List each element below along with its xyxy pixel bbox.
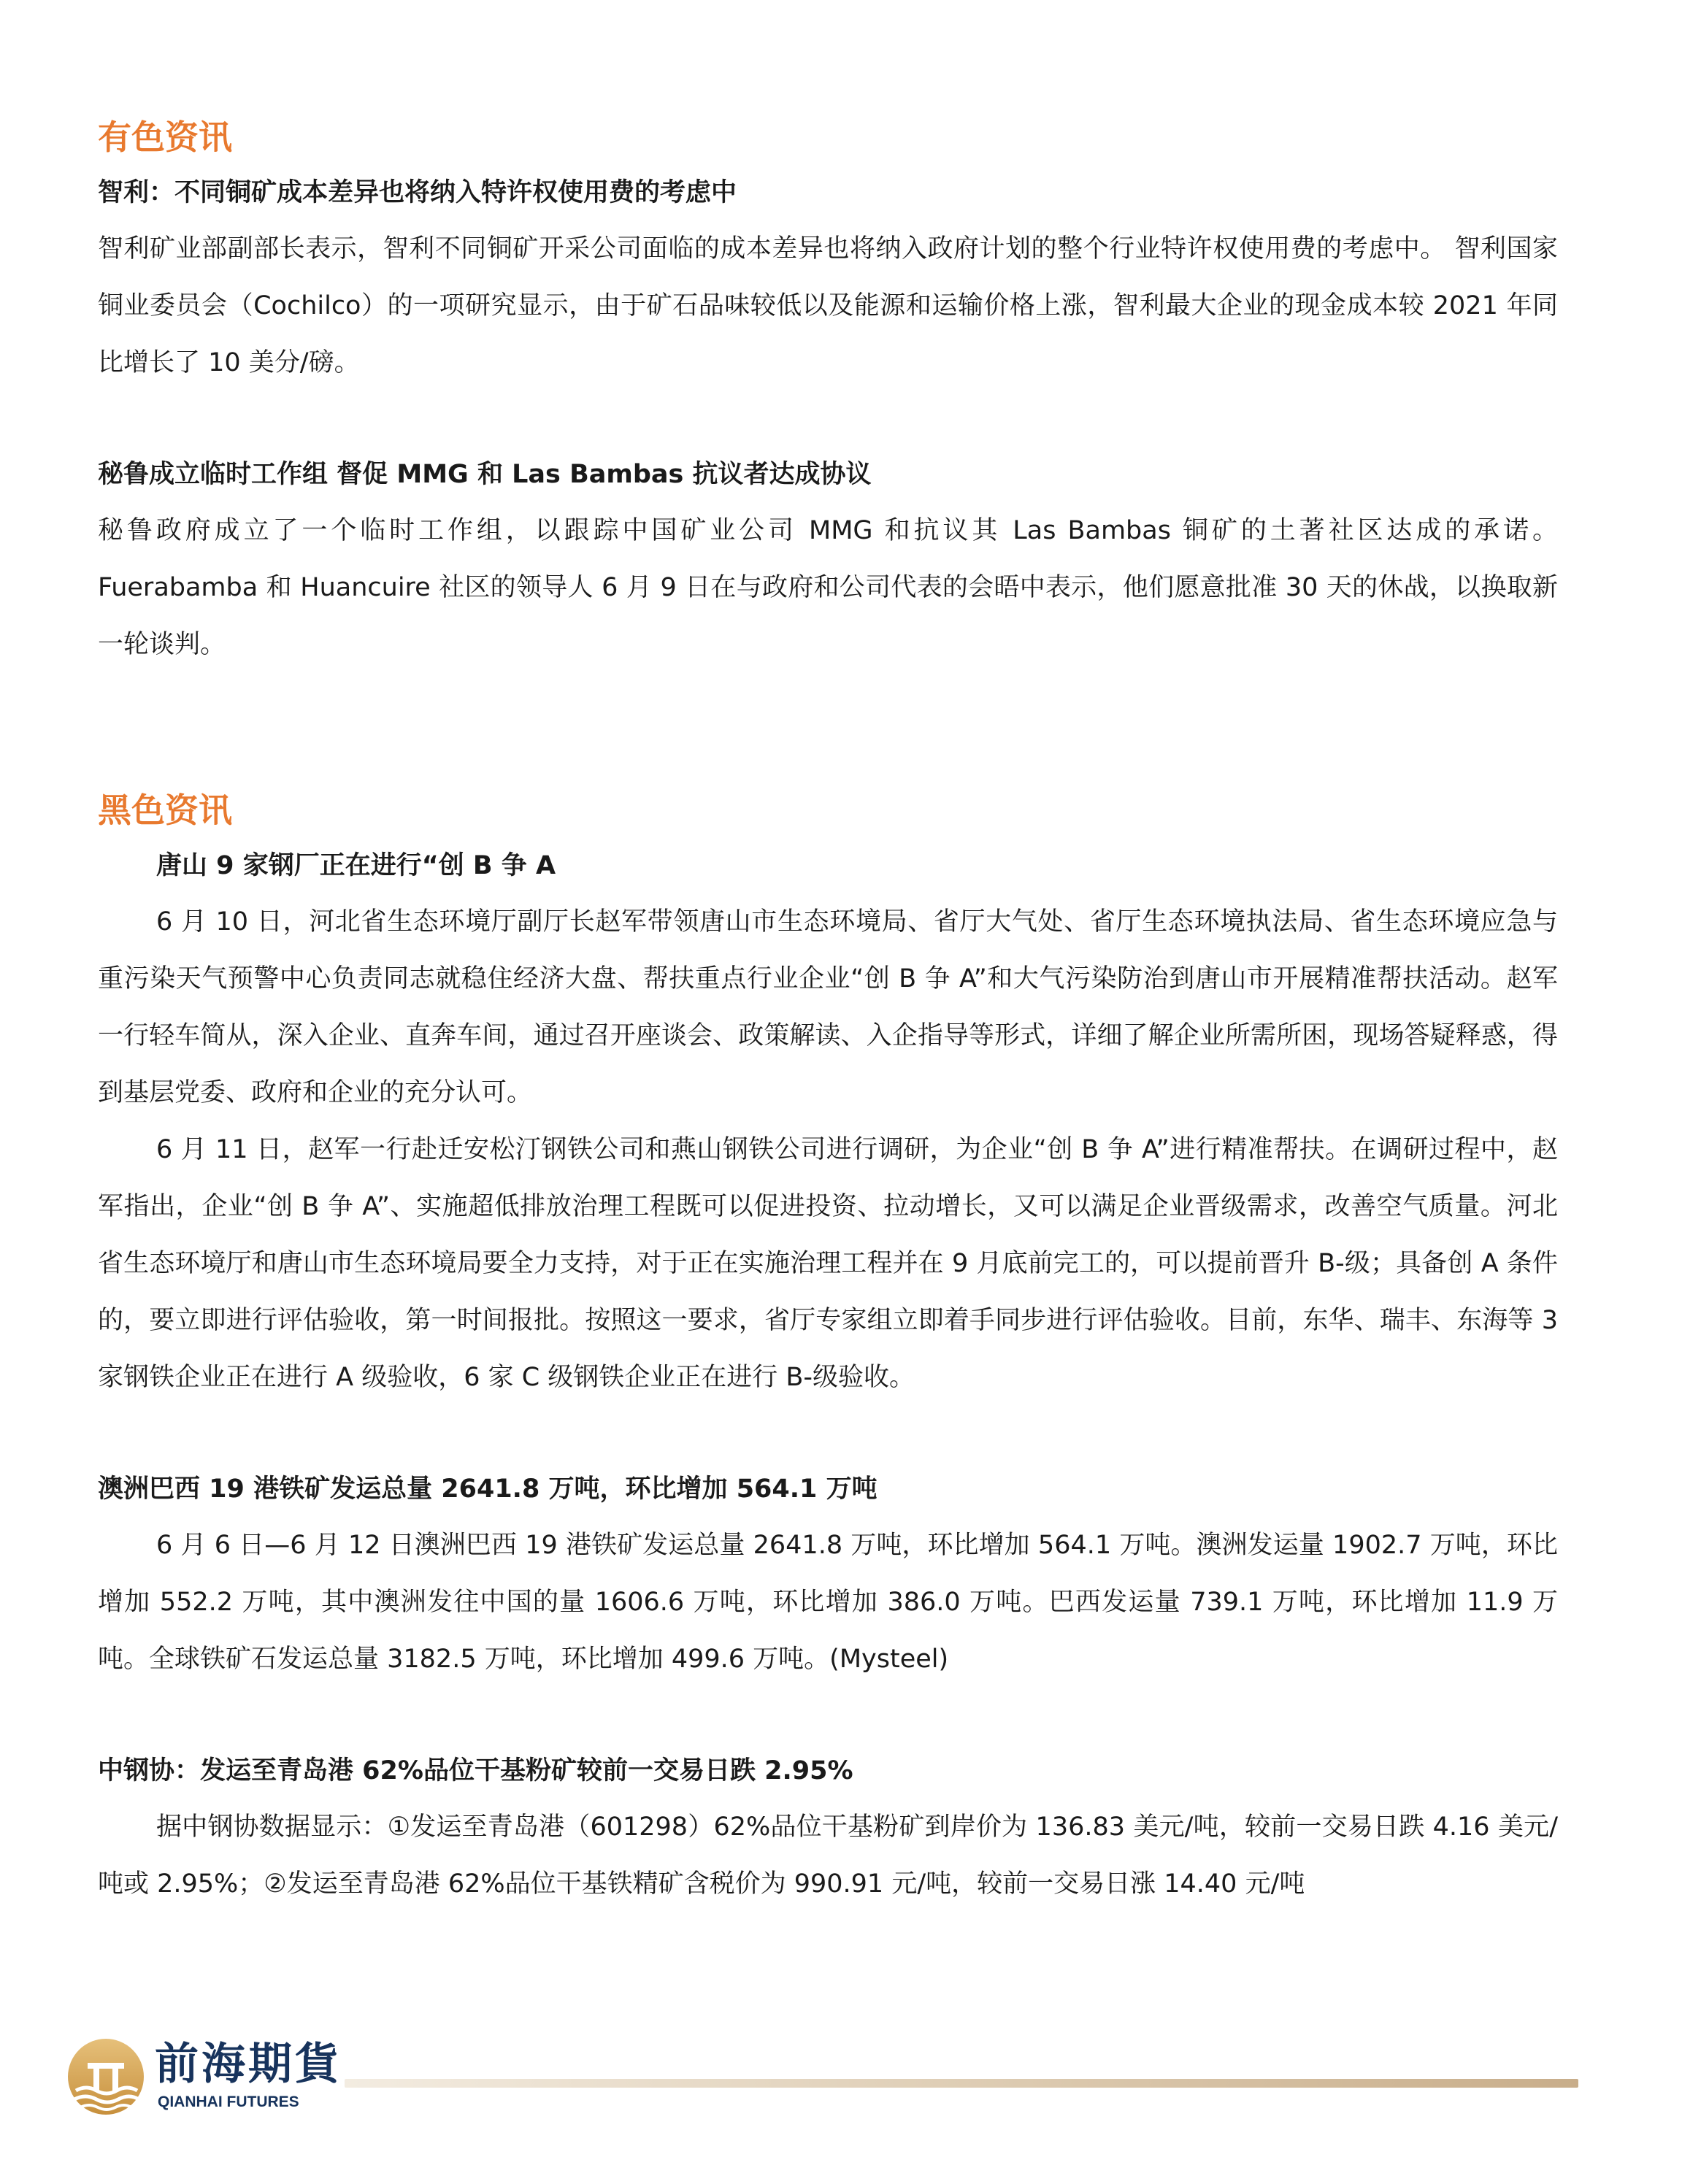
article-body-cisa: 据中钢协数据显示：①发运至青岛港（601298）62%品位干基粉矿到岸价为 136.83 美元/吨，较前一交易日跌 4.16 美元/吨或 2.95%；②发运至青岛港 62%品位干基铁精矿含税价为 990.91 元/吨，较前一交易日涨 14.40 元/吨 bbox=[98, 1812, 1558, 1899]
logo-chinese-name: 前海期貨 bbox=[155, 2039, 342, 2090]
article-body-tangshan-1: 6 月 10 日，河北省生态环境厅副厅长赵军带领唐山市生态环境局、省厅大气处、省厅生态环境执法局、省生态环境应急与重污染天气预警中心负责同志就稳住经济大盘、帮扶重点行业企业“创 B 争 A”和大气污染防治到唐山市开展精准帮扶活动。赵军一行轻车简从，深入企业、直奔车间，通过召开座谈会、政策解读、入企指导等形式，详细了解企业所需所困，现场答疑释惑，得到基层党委、政府和企业的充分认可。 bbox=[98, 907, 1558, 1107]
footer bbox=[66, 2037, 1570, 2117]
spacer bbox=[98, 1406, 1558, 1461]
article-body-tangshan-2: 6 月 11 日，赵军一行赴迁安松汀钢铁公司和燕山钢铁公司进行调研，为企业“创 B 争 A”进行精准帮扶。在调研过程中，赵军指出，企业“创 B 争 A”、实施超低排放治理工程既可以促进投资、拉动增长，又可以满足企业晋级需求，改善空气质量。河北省生态环境厅和唐山市生态环境局要全力支持，对于正在实施治理工程并在 9 月底前完工的，可以提前晋升 B-级；具备创 A 条件的，要立即进行评估验收，第一时间报批。按照这一要求，省厅专家组立即着手同步进行评估验收。目前，东华、瑞丰、东海等 3 家钢铁企业正在进行 A 级验收，6 家 C 级钢铁企业正在进行 B-级验收。 bbox=[98, 1135, 1558, 1392]
article-title-chile: 智利：不同铜矿成本差异也将纳入特许权使用费的考虑中 bbox=[98, 178, 737, 207]
footer-divider-bar bbox=[345, 2079, 1578, 2088]
article-title-cisa: 中钢协：发运至青岛港 62%品位干基粉矿较前一交易日跌 2.95% bbox=[98, 1756, 853, 1785]
article-body-iron-ore-shipment: 6 月 6 日—6 月 12 日澳洲巴西 19 港铁矿发运总量 2641.8 万吨，环比增加 564.1 万吨。澳洲发运量 1902.7 万吨，环比增加 552.2 万吨，其中澳洲发往中国的量 1606.6 万吨，环比增加 386.0 万吨。巴西发运量 739.1 万吨，环比增加 11.9 万吨。全球铁矿石发运总量 3182.5 万吨，环比增加 499.6 万吨。(Mysteel) bbox=[98, 1531, 1558, 1674]
section-title-nonferrous: 有色资讯 bbox=[98, 118, 232, 157]
article-body-peru: 秘鲁政府成立了一个临时工作组，以跟踪中国矿业公司 MMG 和抗议其 Las Bambas 铜矿的土著社区达成的承诺。 Fuerabamba 和 Huancuire 社区的领导人 6 月 9 日在与政府和公司代表的会晤中表示，他们愿意批准 30 天的休战，以换取新一轮谈判。 bbox=[98, 516, 1558, 659]
spacer bbox=[98, 1688, 1558, 1743]
spacer bbox=[98, 673, 1558, 783]
article-title-tangshan: 唐山 9 家钢厂正在进行“创 B 争 A bbox=[156, 851, 556, 880]
article-title-peru: 秘鲁成立临时工作组 督促 MMG 和 Las Bambas 抗议者达成协议 bbox=[98, 460, 872, 489]
qianhai-logo-icon bbox=[66, 2037, 146, 2117]
article-body-chile: 智利矿业部副部长表示，智利不同铜矿开采公司面临的成本差异也将纳入政府计划的整个行业特许权使用费的考虑中。 智利国家铜业委员会（Cochilco）的一项研究显示，由于矿石品味较低以及能源和运输价格上涨，智利最大企业的现金成本较 2021 年同比增长了 10 美分/磅。 bbox=[98, 234, 1558, 377]
logo-english-name: QIANHAI FUTURES bbox=[158, 2093, 299, 2110]
page-content bbox=[98, 109, 1558, 1912]
spacer bbox=[98, 391, 1558, 447]
article-title-iron-ore-shipment: 澳洲巴西 19 港铁矿发运总量 2641.8 万吨，环比增加 564.1 万吨 bbox=[98, 1474, 878, 1504]
section-title-ferrous: 黑色资讯 bbox=[98, 791, 232, 830]
